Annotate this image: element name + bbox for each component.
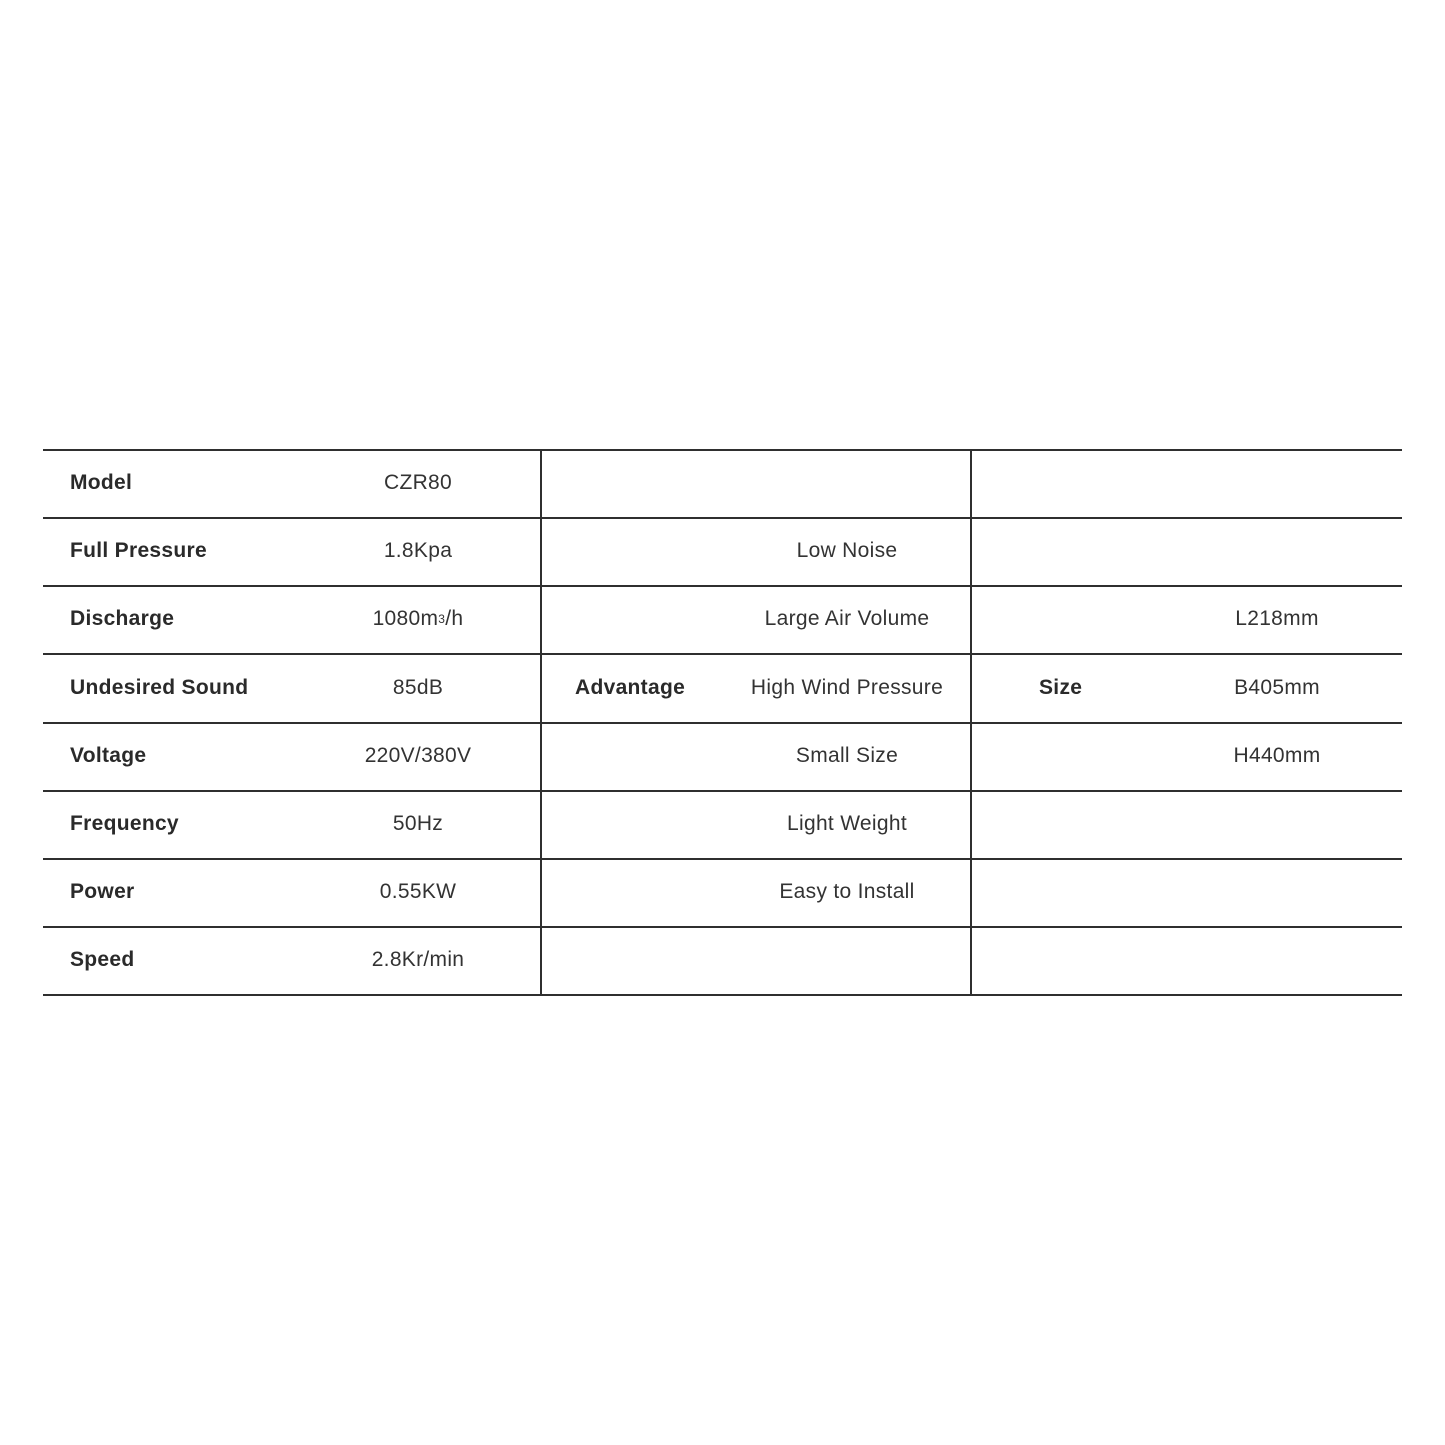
spec-value-voltage: 220V/380V: [364, 744, 472, 767]
column-divider: [540, 449, 542, 996]
size-item: B405mm: [1234, 676, 1320, 699]
spec-value-frequency: 50Hz: [392, 812, 444, 835]
advantage-label: Advantage: [575, 676, 686, 699]
size-label: Size: [1039, 676, 1083, 699]
advantage-item: Light Weight: [787, 812, 907, 835]
spec-value-full-pressure: 1.8Kpa: [383, 539, 453, 562]
spec-label-power: Power: [70, 880, 135, 903]
spec-table: [43, 449, 1402, 996]
advantage-item: Large Air Volume: [764, 607, 930, 630]
spec-value-power: 0.55KW: [379, 880, 457, 903]
size-item: H440mm: [1233, 744, 1321, 767]
spec-value-undesired-sound: 85dB: [392, 676, 444, 699]
spec-value-model: CZR80: [383, 471, 453, 494]
table-border-top: [43, 449, 1402, 451]
size-item: L218mm: [1235, 607, 1319, 630]
discharge-suffix: /h: [445, 607, 464, 630]
advantage-item: Small Size: [795, 744, 899, 767]
spec-value-speed: 2.8Kr/min: [371, 948, 465, 971]
row-divider: [43, 926, 1402, 928]
spec-label-voltage: Voltage: [70, 744, 147, 767]
spec-label-model: Model: [70, 471, 133, 494]
spec-label-full-pressure: Full Pressure: [70, 539, 207, 562]
advantage-item: Easy to Install: [779, 880, 915, 903]
spec-value-discharge: 1080m 3 /h: [372, 607, 464, 630]
spec-label-frequency: Frequency: [70, 812, 179, 835]
spec-label-undesired-sound: Undesired Sound: [70, 676, 249, 699]
table-border-bottom: [43, 994, 1402, 996]
spec-label-speed: Speed: [70, 948, 135, 971]
advantage-item: Low Noise: [796, 539, 898, 562]
discharge-number: 1080m: [372, 607, 439, 630]
spec-label-discharge: Discharge: [70, 607, 175, 630]
advantage-item: High Wind Pressure: [750, 676, 944, 699]
